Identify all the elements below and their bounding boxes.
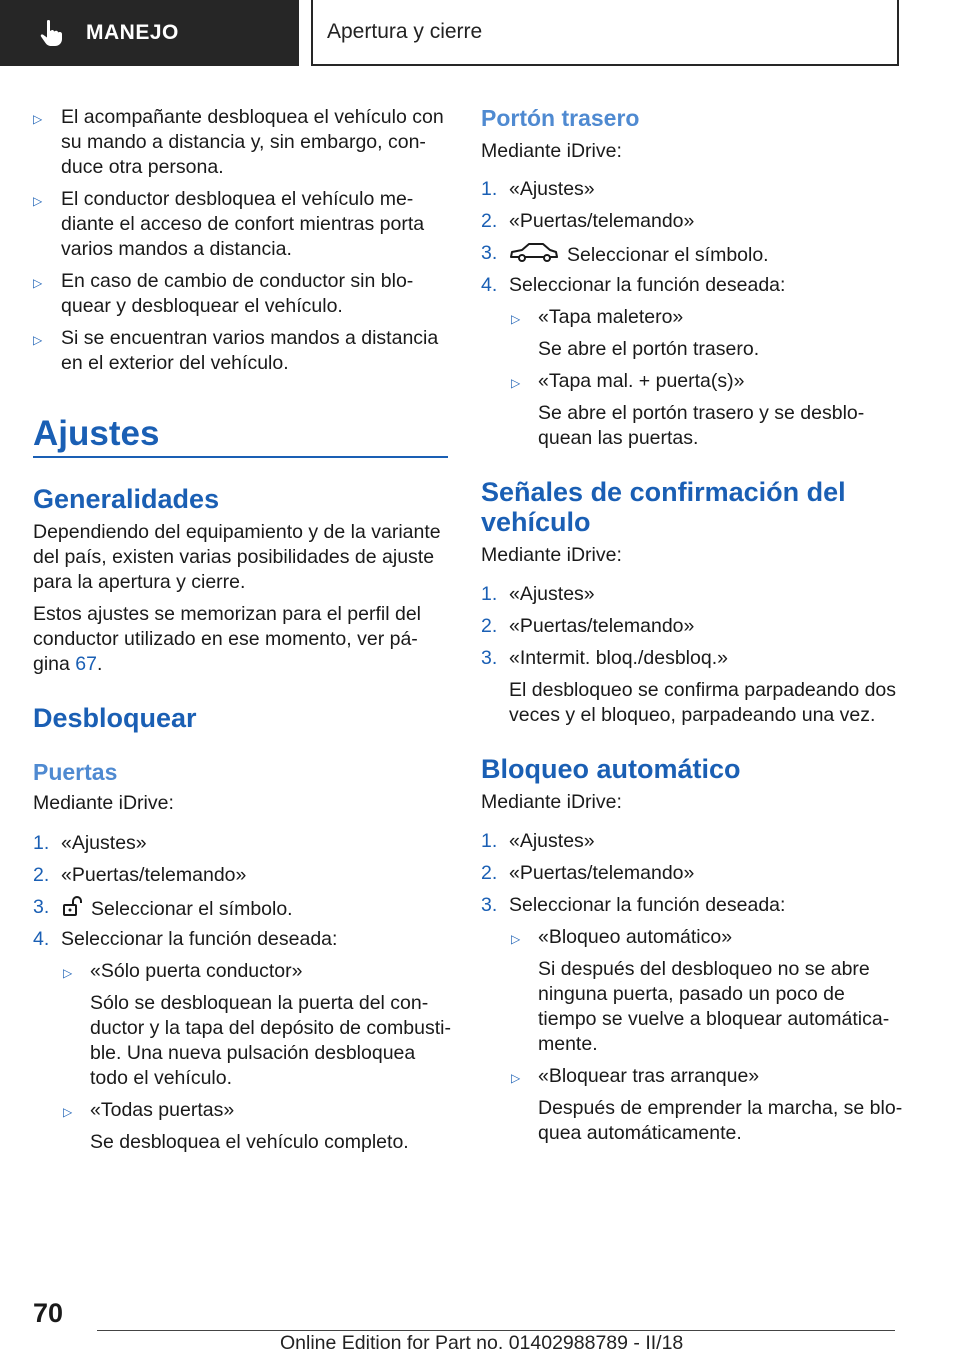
section-title: MANEJO xyxy=(86,21,179,44)
pointing-hand-icon xyxy=(36,18,66,48)
chapter-title: Apertura y cierre xyxy=(327,20,483,43)
footer-rule xyxy=(97,1330,895,1331)
paragraph-line: para la apertura y cierre. xyxy=(33,571,246,593)
step-number: 1. xyxy=(481,830,498,852)
paragraph-line: Dependiendo del equipamiento y de la variante xyxy=(33,521,441,543)
option-desc: ductor y la tapa del depósito de combusti‐ xyxy=(90,1017,451,1039)
paragraph-text: gina xyxy=(33,653,70,675)
step-text: «Puertas/telemando» xyxy=(61,864,247,886)
bullet-line: en el exterior del vehículo. xyxy=(61,352,289,374)
section-heading: vehículo xyxy=(481,507,591,537)
step-text: «Puertas/telemando» xyxy=(509,862,695,884)
section-heading: Señales de confirmación del xyxy=(481,477,846,507)
step-text: «Ajustes» xyxy=(509,178,595,200)
triangle-right-icon: ▷ xyxy=(33,333,43,347)
step-text: Seleccionar la función deseada: xyxy=(509,274,786,296)
step-desc: veces y el bloqueo, parpadeando una vez. xyxy=(509,704,876,726)
subsection-heading: Puertas xyxy=(33,759,118,785)
step-number: 1. xyxy=(481,583,498,605)
triangle-right-icon: ▷ xyxy=(511,376,521,390)
option-desc: mente. xyxy=(538,1033,598,1055)
step-text: «Puertas/telemando» xyxy=(509,210,695,232)
step-number: 3. xyxy=(33,896,50,918)
open-padlock-icon xyxy=(61,895,83,925)
step-line xyxy=(61,895,293,925)
paragraph-line xyxy=(33,652,102,678)
step-number: 3. xyxy=(481,647,498,669)
paragraph-line: conductor utilizado en ese momento, ver pá‐ xyxy=(33,628,418,650)
bullet-line: quear y desbloquear el vehículo. xyxy=(61,295,343,317)
bullet-line: El acompañante desbloquea el vehículo con xyxy=(61,106,444,128)
step-number: 2. xyxy=(481,210,498,232)
heading-rule xyxy=(33,456,448,458)
option-label: «Tapa mal. + puerta(s)» xyxy=(538,370,745,392)
step-number: 2. xyxy=(481,615,498,637)
option-desc: quea automáticamente. xyxy=(538,1122,742,1144)
step-number: 3. xyxy=(481,242,498,264)
triangle-right-icon: ▷ xyxy=(511,312,521,326)
step-text: «Ajustes» xyxy=(509,830,595,852)
option-label: «Todas puertas» xyxy=(90,1099,235,1121)
section-heading: Bloqueo automático xyxy=(481,754,741,784)
option-label: «Tapa maletero» xyxy=(538,306,684,328)
step-number: 1. xyxy=(481,178,498,200)
page-reference-link[interactable]: 67 xyxy=(75,653,97,675)
triangle-right-icon: ▷ xyxy=(33,276,43,290)
option-desc: ninguna puerta, pasado un poco de xyxy=(538,983,845,1005)
paragraph-line: Mediante iDrive: xyxy=(481,140,622,162)
section-tab xyxy=(0,0,299,66)
option-desc: quean las puertas. xyxy=(538,427,699,449)
step-text: Seleccionar la función deseada: xyxy=(61,928,338,950)
edition-text: Online Edition for Part no. 01402988789 - II/18 xyxy=(280,1332,684,1354)
option-label: «Bloqueo automático» xyxy=(538,926,733,948)
bullet-line: En caso de cambio de conductor sin blo‐ xyxy=(61,270,414,292)
bullet-line: varios mandos a distancia. xyxy=(61,238,292,260)
chapter-heading: Ajustes xyxy=(33,414,160,453)
step-text: «Ajustes» xyxy=(509,583,595,605)
option-desc: Se desbloquea el vehículo completo. xyxy=(90,1131,409,1153)
step-text: Seleccionar el símbolo. xyxy=(567,243,769,266)
step-number: 2. xyxy=(33,864,50,886)
option-desc: Sólo se desbloquean la puerta del con‐ xyxy=(90,992,429,1014)
subsection-heading: Portón trasero xyxy=(481,105,640,131)
step-text: Seleccionar el símbolo. xyxy=(91,897,293,920)
option-desc: Se abre el portón trasero. xyxy=(538,338,760,360)
step-text: «Puertas/telemando» xyxy=(509,615,695,637)
step-text: «Intermit. bloq./desbloq.» xyxy=(509,647,728,669)
paragraph-line: Mediante iDrive: xyxy=(33,792,174,814)
page-number: 70 xyxy=(33,1298,64,1328)
paragraph-line: Estos ajustes se memorizan para el perfil del xyxy=(33,603,422,625)
step-number: 2. xyxy=(481,862,498,884)
option-desc: Después de emprender la marcha, se blo‐ xyxy=(538,1097,903,1119)
option-desc: todo el vehículo. xyxy=(90,1067,233,1089)
triangle-right-icon: ▷ xyxy=(33,194,43,208)
triangle-right-icon: ▷ xyxy=(511,1071,521,1085)
section-heading: Desbloquear xyxy=(33,703,197,733)
option-label: «Sólo puerta conductor» xyxy=(90,960,303,982)
paragraph-line: Mediante iDrive: xyxy=(481,544,622,566)
step-text: Seleccionar la función deseada: xyxy=(509,894,786,916)
option-desc: tiempo se vuelve a bloquear automática‐ xyxy=(538,1008,890,1030)
triangle-right-icon: ▷ xyxy=(63,966,73,980)
option-desc: ble. Una nueva pulsación desbloquea xyxy=(90,1042,416,1064)
step-text: «Ajustes» xyxy=(61,832,147,854)
paragraph-line: Mediante iDrive: xyxy=(481,791,622,813)
step-line xyxy=(509,241,769,271)
step-number: 4. xyxy=(481,274,498,296)
option-desc: Si después del desbloqueo no se abre xyxy=(538,958,870,980)
bullet-line: su mando a distancia y, sin embargo, con‐ xyxy=(61,131,426,153)
triangle-right-icon: ▷ xyxy=(33,112,43,126)
paragraph-line: del país, existen varias posibilidades de ajuste xyxy=(33,546,435,568)
bullet-line: El conductor desbloquea el vehículo me‐ xyxy=(61,188,414,210)
step-number: 1. xyxy=(33,832,50,854)
section-heading: Generalidades xyxy=(33,484,220,514)
option-label: «Bloquear tras arranque» xyxy=(538,1065,760,1087)
chapter-tab xyxy=(311,0,899,66)
bullet-line: Si se encuentran varios mandos a distancia xyxy=(61,327,439,349)
bullet-line: diante el acceso de confort mientras porta xyxy=(61,213,425,235)
period: . xyxy=(97,653,103,675)
step-desc: El desbloqueo se confirma parpadeando dos xyxy=(509,679,897,701)
bullet-line: duce otra persona. xyxy=(61,156,224,178)
car-outline-icon xyxy=(509,241,559,271)
step-number: 3. xyxy=(481,894,498,916)
step-number: 4. xyxy=(33,928,50,950)
triangle-right-icon: ▷ xyxy=(511,932,521,946)
option-desc: Se abre el portón trasero y se desblo‐ xyxy=(538,402,865,424)
triangle-right-icon: ▷ xyxy=(63,1105,73,1119)
